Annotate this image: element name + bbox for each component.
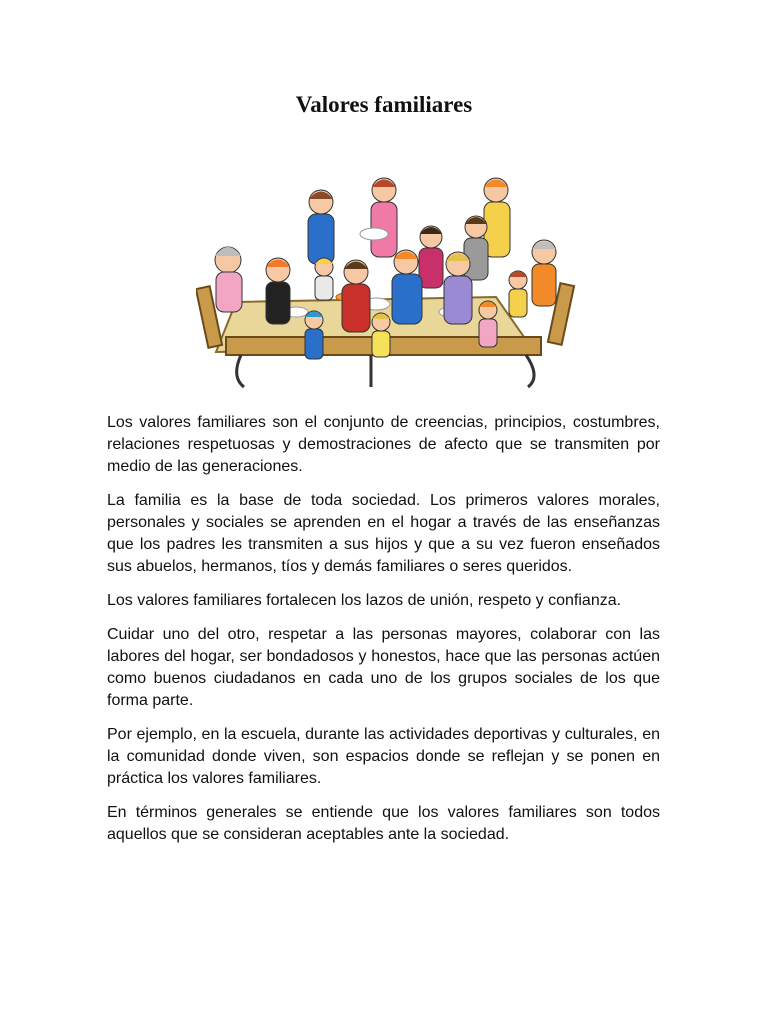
paragraph: La familia es la base de toda sociedad. Los primeros valores morales, personales y sociales se aprenden en el hogar a través de las enseñanzas que los padres les transmiten a sus hijos y que a su vez fueron enseñados sus abuelos, hermanos, tíos y demás familiares o seres queridos.	[107, 492, 660, 575]
paragraph: Los valores familiares fortalecen los lazos de unión, respeto y confianza.	[107, 592, 622, 609]
document-title: Valores familiares	[295, 92, 473, 117]
paragraph: Los valores familiares son el conjunto de creencias, principios, costumbres, relaciones respetuosas y demostraciones de afecto que se transmiten por medio de las generaciones.	[107, 414, 660, 475]
paragraph: En términos generales se entiende que los valores familiares son todos aquellos que se consideran aceptables ante la sociedad.	[107, 804, 660, 843]
paragraph: Cuidar uno del otro, respetar a las personas mayores, colaborar con las labores del hogar, ser bondadosos y honestos, hace que las personas actúen como buenos ciudadanos en cada uno de los grupos sociales de los que forma parte.	[107, 626, 660, 709]
family-dinner-illustration	[196, 172, 576, 402]
paragraph: Por ejemplo, en la escuela, durante las actividades deportivas y culturales, en la comunidad donde viven, son espacios donde se reflejan y se ponen en práctica los valores familiares.	[107, 726, 660, 787]
document-body	[107, 412, 660, 858]
